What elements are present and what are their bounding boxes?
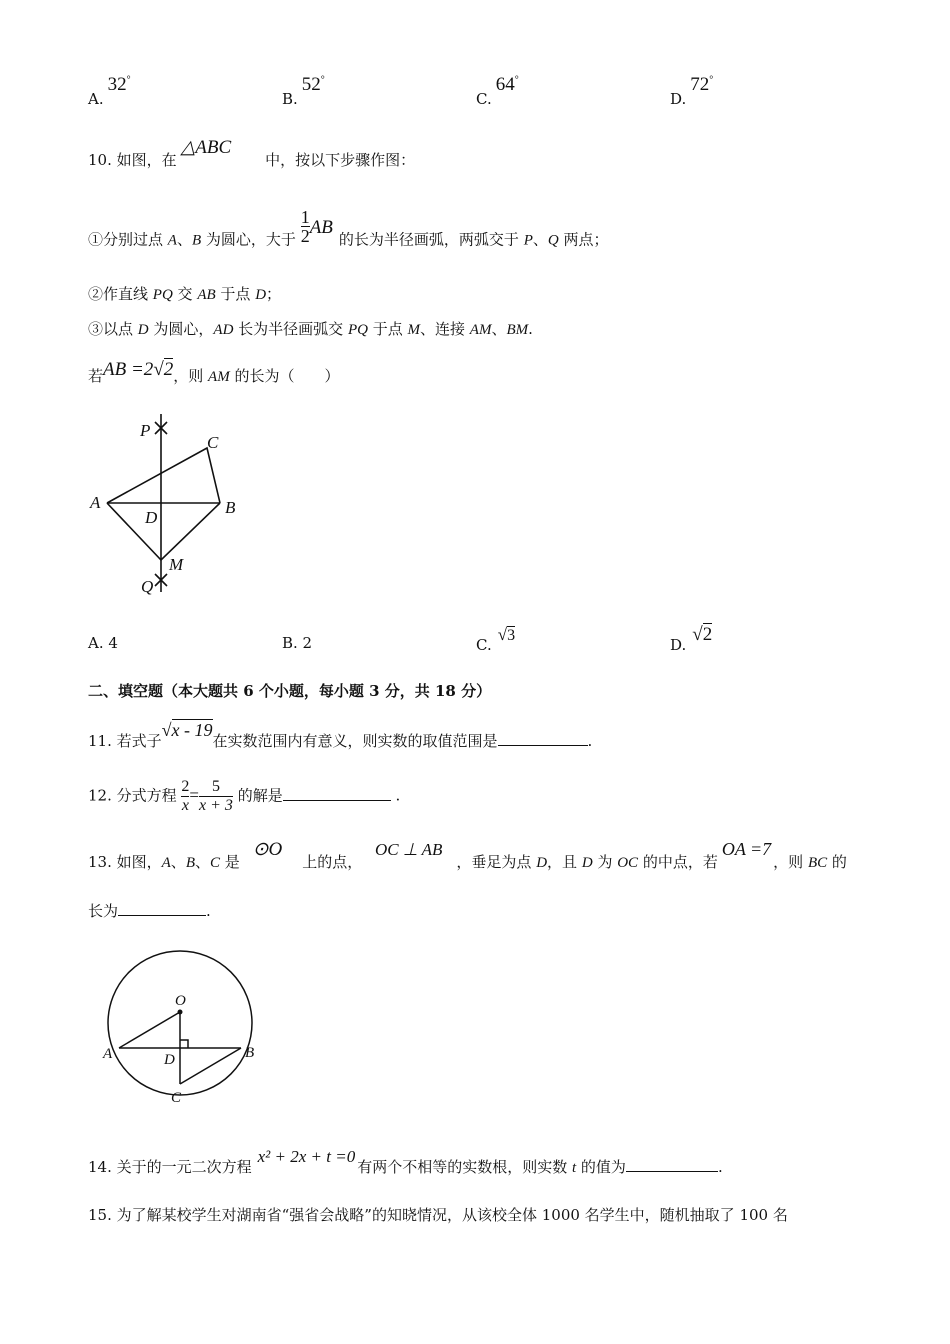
q9-option-a: A.32° [88, 74, 131, 108]
q12-answer-blank[interactable] [283, 786, 391, 801]
q9-option-c: C.64° [476, 74, 519, 108]
q13-answer-blank[interactable] [118, 901, 206, 916]
fig-label-m: M [169, 555, 184, 574]
q12: 12. 分式方程 $\frac{2}{x}$ = $\frac{5}{x + 3}$ 的解是 . [88, 778, 401, 814]
triangle-upper [107, 448, 220, 503]
fig-label-d: D [164, 1052, 175, 1068]
q10-step-2: ②作直线 PQ 交 AB 于点 D； [88, 285, 282, 303]
q15: 15. 为了解某校学生对湖南省“强省会战略”的知晓情况，从该校全体 1000 名学生中，随机抽取了 100 名 [88, 1206, 788, 1224]
q14: 14. 关于的一元二次方程x² + 2x + t =0有两个不相等的实数根，则实数 t 的值为 . [88, 1147, 723, 1176]
q10-figure [85, 410, 255, 600]
q10-option-a: A. 4 [88, 634, 118, 652]
q10-condition: 若AB =2√2，则 AM 的长为（ ） [88, 359, 340, 385]
q10-step-1: ①分别过点 A、B 为圆心，大于 $\frac{1}{2}$ AB的长为半径画弧，两弧交于 P、Q 两点； [88, 207, 609, 249]
fig-label-q: Q [141, 577, 154, 596]
center-point [178, 1010, 183, 1015]
q13-line-1: 13. 如图，A、B、C 是 ⊙O上的点， OC ⊥ AB，垂足为点 D，且 D 为 OC 的中点，若OA =7，则 BC 的 [88, 839, 847, 871]
fig-label-c: C [207, 433, 219, 452]
section-2-heading: 二、填空题（本大题共 6 个小题，每小题 3 分，共 18 分） [88, 682, 492, 700]
fig-label-b: B [245, 1045, 255, 1061]
q9-option-b: B.52° [282, 74, 325, 108]
fig-label-c: C [171, 1090, 182, 1106]
right-angle-mark [180, 1040, 188, 1048]
q11: 11. 若式子√x - 19在实数范围内有意义，则实数的取值范围是 . [88, 720, 593, 750]
segment-oa [119, 1012, 180, 1048]
q9-option-d: D.72° [670, 74, 714, 108]
fig-label-p: P [140, 421, 151, 440]
fig-label-a: A [90, 493, 101, 512]
q11-answer-blank[interactable] [498, 731, 588, 746]
fig-label-o: O [175, 993, 186, 1009]
q10-step-3: ③以点 D 为圆心，AD 长为半径画弧交 PQ 于点 M、连接 AM、BM. [88, 320, 533, 338]
q13-figure [95, 940, 275, 1110]
q13-line-2: 长为 . [88, 902, 211, 920]
fig-label-a: A [103, 1046, 113, 1062]
q10-stem: 10. 如图，在△ABC中，按以下步骤作图： [88, 137, 416, 169]
fig-label-b: B [225, 498, 236, 517]
q10-option-d: D. √2 [670, 624, 713, 654]
segment-bc [180, 1048, 241, 1084]
segments-am-bm [107, 503, 220, 560]
q10-option-b: B. 2 [282, 634, 313, 652]
fig-label-d: D [145, 508, 158, 527]
q14-answer-blank[interactable] [626, 1157, 718, 1172]
q10-option-c: C.√3 [476, 625, 516, 654]
